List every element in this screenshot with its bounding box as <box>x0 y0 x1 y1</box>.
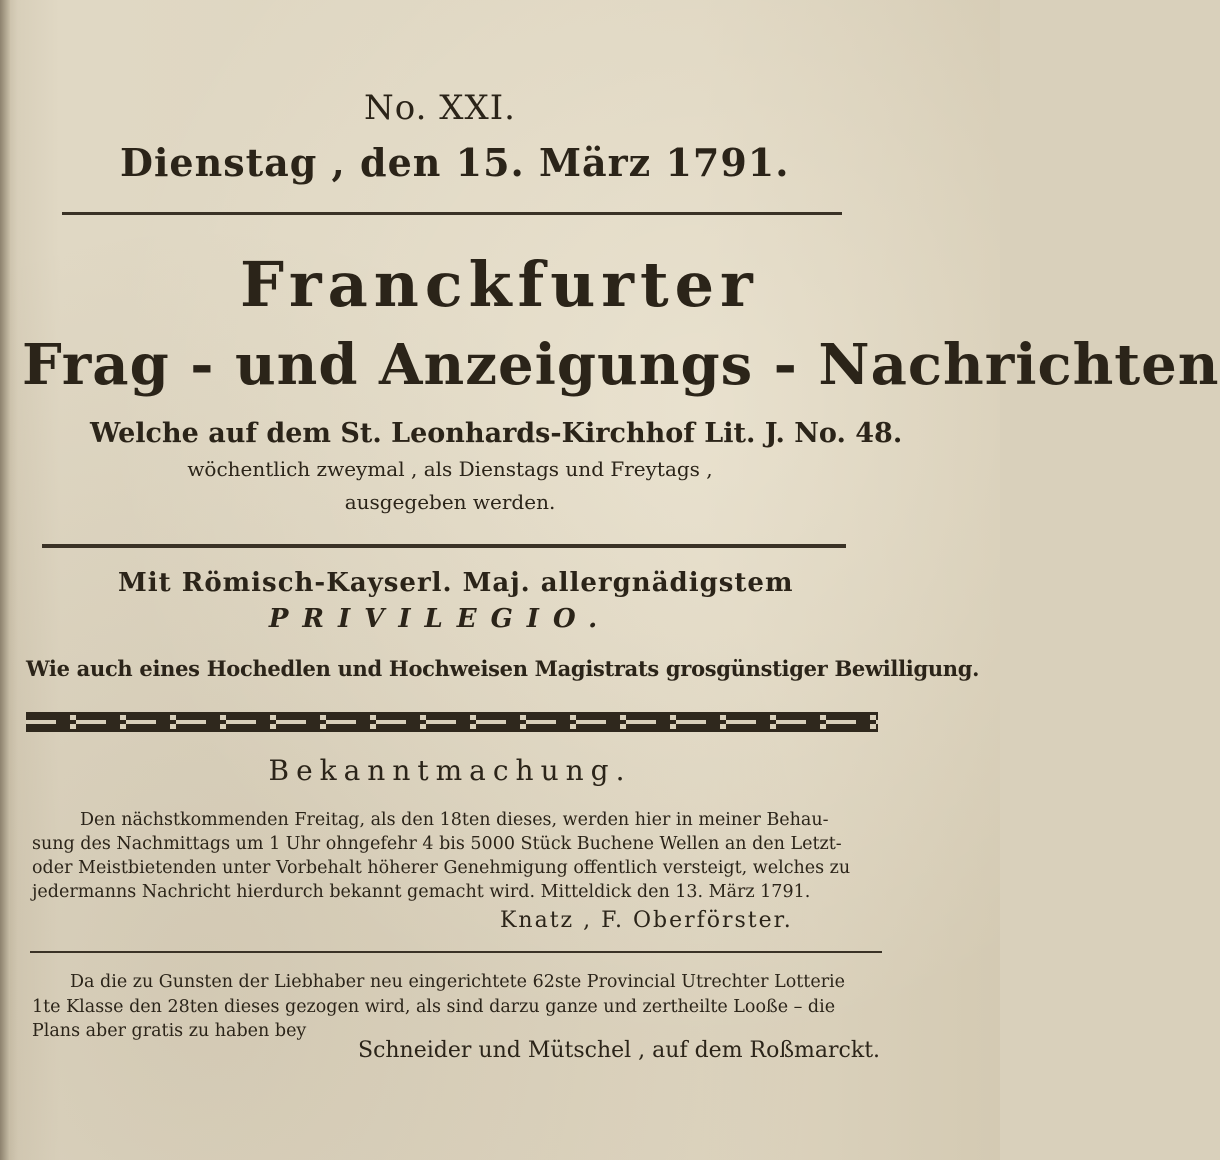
publisher-line1: Welche auf dem St. Leonhards-Kirchhof Lit. J. No. 48. <box>90 418 903 449</box>
page-spine-shadow <box>0 0 10 1160</box>
issue-date: Dienstag , den 15. März 1791. <box>120 140 790 185</box>
publisher-line2: wöchentlich zweymal , als Dienstags und Freytags , <box>187 457 713 481</box>
divider-rule <box>30 951 882 953</box>
notice-line: jedermanns Nachricht hierdurch bekannt gemacht wird. Mitteldick den 13. März 1791. <box>32 882 811 902</box>
notice-signature: Knatz , F. Oberförster. <box>500 908 793 933</box>
notice-line: Den nächstkommenden Freitag, als den 18ten dieses, werden hier in meiner Behau- <box>80 810 829 830</box>
notice-heading: Bekanntmachung. <box>268 754 632 787</box>
notice-line: 1te Klasse den 28ten dieses gezogen wird, als sind darzu ganze und zertheilte Looße – die <box>32 997 836 1017</box>
divider-rule <box>42 544 846 548</box>
privilege-line2: PRIVILEGIO. <box>268 604 612 634</box>
notice-signature: Schneider und Mütschel , auf dem Roßmarckt. <box>358 1038 881 1063</box>
divider-rule <box>62 212 842 215</box>
privilege-line3: Wie auch eines Hochedlen und Hochweisen Magistrats grosgünstiger Bewilligung. <box>26 656 980 681</box>
masthead-title-line1: Franckfurter <box>240 248 759 321</box>
notice-line: Plans aber gratis zu haben bey <box>32 1021 307 1041</box>
masthead-title-line2: Frag - und Anzeigungs - Nachrichten <box>22 332 1220 398</box>
publisher-line3: ausgegeben werden. <box>344 490 556 514</box>
ornamental-border <box>26 712 878 732</box>
privilege-line1: Mit Römisch-Kayserl. Maj. allergnädigstem <box>118 568 794 598</box>
notice-line: Da die zu Gunsten der Liebhaber neu eingerichtete 62ste Provincial Utrechter Lotterie <box>70 972 846 992</box>
issue-number: No. XXI. <box>364 88 516 128</box>
notice-line: oder Meistbietenden unter Vorbehalt höherer Genehmigung offentlich versteigt, welches zu <box>32 858 851 878</box>
notice-line: sung des Nachmittags um 1 Uhr ohngefehr 4 bis 5000 Stück Buchene Wellen an den Letzt- <box>32 834 842 854</box>
